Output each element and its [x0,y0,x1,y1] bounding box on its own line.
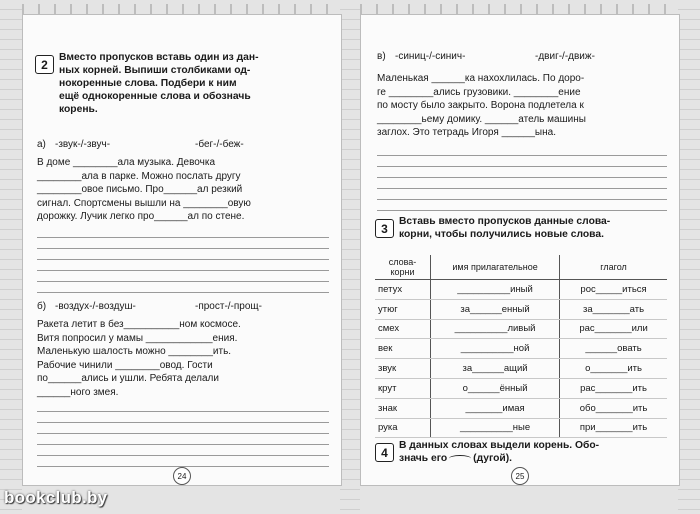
text-line: ________ала в парке. Можно послать другу [37,170,241,182]
section-b-root1: -воздух-/-воздуш- [55,301,136,312]
spine-decoration [340,0,360,514]
section-a-label: а) [37,139,46,150]
verb-cell[interactable]: при_______ить [560,418,667,438]
section-v-label: в) [377,51,386,62]
task-2-instruction [59,51,321,116]
adjective-cell[interactable]: __________ливый [431,319,560,339]
text-line: сигнал. Спортсмены вышли на ________овую [37,197,251,209]
table-row [375,359,667,379]
instruction-line: Вставь вместо пропусков данные слова- [399,216,611,227]
header-verb: глагол [560,255,667,280]
verb-cell[interactable]: ______овать [560,339,667,359]
section-a-writing-lines[interactable] [37,227,329,293]
page-number-right: 25 [511,467,529,485]
text-line: Маленькая ______ка нахохлилась. По доро- [377,73,585,84]
verb-cell[interactable]: рас_______или [560,319,667,339]
section-v-text [377,72,667,140]
section-b-root2: -прост-/-прощ- [195,301,262,312]
page-number-left: 24 [173,467,191,485]
right-page [360,14,680,486]
instruction-line: корни, чтобы получились новые слова. [399,229,604,240]
section-a-root2: -бег-/-беж- [195,139,244,150]
text-line: ______ного змея. [37,386,119,398]
task-4-number: 4 [375,443,394,462]
table-row [375,319,667,339]
section-a-roots [37,139,327,150]
left-top-strip [22,4,340,14]
task-3-number: 3 [375,219,394,238]
adjective-cell[interactable]: о______ённый [431,378,560,398]
header-adjective: имя прилагательное [431,255,560,280]
text-line: ге ________ались грузовики. ________ение [377,86,581,98]
section-b-text [37,318,329,399]
root-cell: утюг [375,299,431,319]
instruction-line [399,452,667,465]
table-row [375,299,667,319]
adjective-cell[interactable]: __________ные [431,418,560,438]
text-line: Маленькую шалость можно ________ить. [37,346,232,357]
adjective-cell[interactable]: __________иный [431,280,560,300]
section-a-root1: -звук-/-звуч- [55,139,111,150]
root-cell: крут [375,378,431,398]
instruction-line: нокоренные слова. Подбери к ним [59,78,237,89]
section-b-writing-lines[interactable] [37,401,329,467]
instruction-text: (дугой). [473,453,513,464]
table-row [375,339,667,359]
adjective-cell[interactable]: _______имая [431,398,560,418]
root-cell: звук [375,359,431,379]
text-line: по мосту было закрыто. Ворона подлетела к [377,100,584,111]
instruction-line: ных корней. Выпиши столбиками од- [59,65,251,76]
root-cell: смех [375,319,431,339]
instruction-text: значь его [399,453,448,464]
text-line: Ракета летит в без__________ном космосе. [37,319,241,330]
section-b-roots [37,301,327,312]
verb-cell[interactable]: о_______ить [560,359,667,379]
section-v-root2: -двиг-/-движ- [535,51,595,62]
table-row [375,418,667,438]
instruction-line: В данных словах выдели корень. Обо- [399,440,600,451]
task-2-number: 2 [35,55,54,74]
section-b-label: б) [37,301,47,312]
task-3-instruction [399,215,667,241]
root-cell: петух [375,280,431,300]
text-line: Рабочие чинили ________овод. Гости [37,359,213,371]
verb-cell[interactable]: обо_______ить [560,398,667,418]
task-4-instruction [399,439,667,465]
watermark: bookclub.by [4,488,108,507]
adjective-cell[interactable]: за______ащий [431,359,560,379]
adjective-cell[interactable]: за______енный [431,299,560,319]
section-v-root1: -синиц-/-синич- [395,51,466,62]
left-margin-decoration [0,0,22,514]
right-margin-decoration [678,0,700,514]
text-line: В доме ________ала музыка. Девочка [37,157,216,168]
arc-icon [449,455,471,462]
text-line: Витя попросил у мамы ____________ения. [37,332,238,344]
text-line: по______ались и ушли. Ребята делали [37,373,219,384]
table-row [375,280,667,300]
left-page [22,14,342,486]
adjective-cell[interactable]: __________ной [431,339,560,359]
instruction-line: корень. [59,104,98,115]
table-row [375,398,667,418]
section-v-roots [377,51,667,62]
verb-cell[interactable]: за_______ать [560,299,667,319]
root-cell: знак [375,398,431,418]
verb-cell[interactable]: рос_____иться [560,280,667,300]
verb-cell[interactable]: рас_______ить [560,378,667,398]
root-cell: рука [375,418,431,438]
section-a-text [37,156,329,224]
text-line: дорожку. Лучик легко про______ал по стене. [37,211,245,222]
instruction-line: ещё однокоренные слова и обозначь [59,91,251,102]
word-roots-table [375,255,667,438]
section-v-writing-lines[interactable] [377,145,667,211]
text-line: ________ьему домику. ______атель машины [377,113,586,125]
table-row [375,378,667,398]
text-line: заглох. Это тетрадь Игоря ______ына. [377,127,556,138]
text-line: ________овое письмо. Про______ал резкий [37,184,243,195]
instruction-line: Вместо пропусков вставь один из дан- [59,52,259,63]
right-top-strip [360,4,678,14]
header-roots: слова-корни [375,255,431,280]
root-cell: век [375,339,431,359]
